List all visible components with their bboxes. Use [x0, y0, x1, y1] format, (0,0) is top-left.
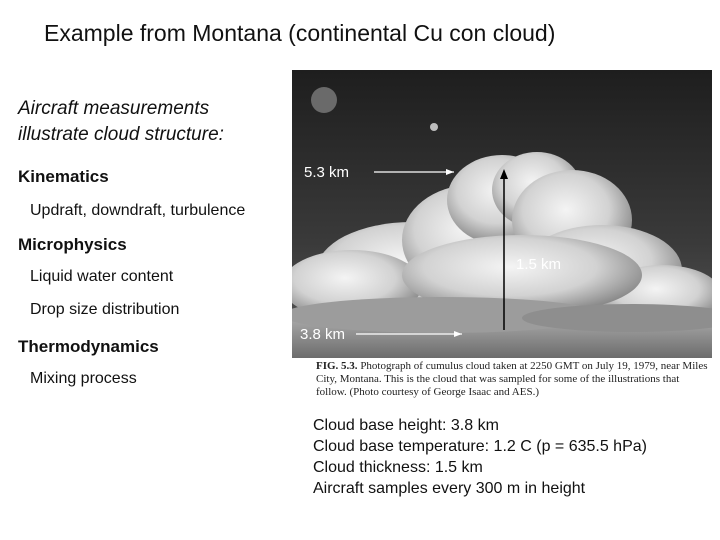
- caption-text: Photograph of cumulus cloud taken at 2250 GMT on July 19, 1979, near Miles City, Montana. This is the cloud that was sampled for some of the illustrations that follow. (Photo courtesy of George Isaac and AES.): [316, 360, 708, 398]
- label-base-height: 3.8 km: [300, 326, 346, 343]
- heading-microphysics: Microphysics: [18, 235, 127, 254]
- slide-title: Example from Montana (continental Cu con cloud): [44, 20, 556, 46]
- caption-figure-number: FIG. 5.3.: [316, 360, 358, 372]
- intro-line-2: illustrate cloud structure:: [18, 124, 224, 145]
- intro-text: [18, 96, 224, 148]
- figure-caption: [316, 360, 711, 399]
- stamp-mark: [311, 87, 337, 113]
- item-liquid-water: Liquid water content: [30, 268, 174, 285]
- item-drop-size: Drop size distribution: [30, 301, 180, 318]
- label-cloud-thickness: 1.5 km: [516, 256, 562, 273]
- item-mixing: Mixing process: [30, 370, 137, 387]
- intro-line-1: Aircraft measurements: [18, 98, 210, 119]
- heading-kinematics: Kinematics: [18, 167, 109, 186]
- label-top-height: 5.3 km: [304, 164, 350, 181]
- cloud-stats: [313, 415, 647, 499]
- stat-thickness: Cloud thickness: 1.5 km: [313, 459, 483, 476]
- cumulus-cloud-photo: [292, 70, 712, 358]
- stat-sampling: Aircraft samples every 300 m in height: [313, 480, 586, 497]
- stat-base-temperature: Cloud base temperature: 1.2 C (p = 635.5 hPa): [313, 438, 647, 455]
- heading-thermodynamics: Thermodynamics: [18, 337, 159, 356]
- item-updraft: Updraft, downdraft, turbulence: [30, 202, 246, 219]
- stat-base-height: Cloud base height: 3.8 km: [313, 417, 499, 434]
